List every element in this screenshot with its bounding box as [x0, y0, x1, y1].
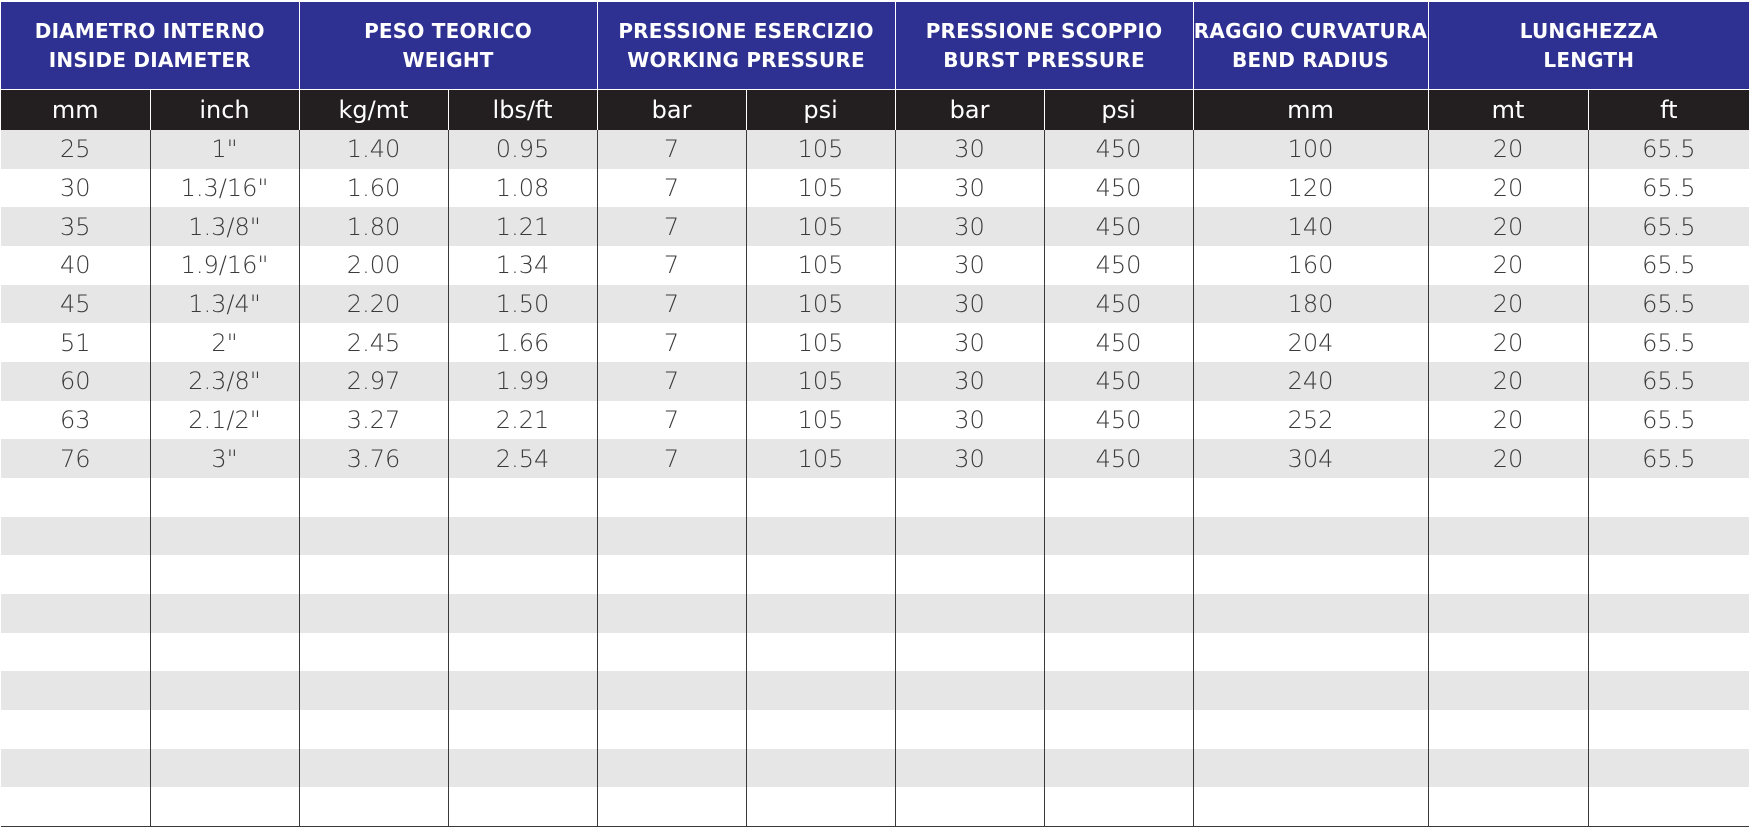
table-cell [448, 594, 597, 633]
table-cell: 2.54 [448, 439, 597, 478]
table-cell: 450 [1044, 323, 1193, 362]
table-row [1, 478, 1749, 517]
table-cell: 20 [1428, 169, 1588, 208]
table-cell [895, 749, 1044, 788]
table-row [1, 439, 1749, 478]
table-cell [1044, 787, 1193, 826]
table-cell: 100 [1193, 130, 1428, 169]
table-cell: 7 [597, 323, 746, 362]
table-row [1, 633, 1749, 672]
group-header-bend-radius [1193, 2, 1428, 90]
table-cell: 7 [597, 285, 746, 324]
table-cell: 7 [597, 401, 746, 440]
table-cell: 180 [1193, 285, 1428, 324]
group-header-line-en: LENGTH [1543, 47, 1635, 72]
table-row [1, 517, 1749, 556]
table-cell: 120 [1193, 169, 1428, 208]
table-cell: 30 [895, 323, 1044, 362]
table-row [1, 710, 1749, 749]
unit-header-cell: ft [1588, 90, 1749, 131]
table-cell: 1.50 [448, 285, 597, 324]
table-cell: 160 [1193, 246, 1428, 285]
table-cell: 1.3/8" [150, 207, 299, 246]
table-cell: 20 [1428, 246, 1588, 285]
table-cell [1044, 710, 1193, 749]
table-cell: 240 [1193, 362, 1428, 401]
table-cell: 7 [597, 207, 746, 246]
table-cell: 20 [1428, 439, 1588, 478]
group-header-line-it: DIAMETRO INTERNO [34, 18, 265, 43]
table-cell [895, 478, 1044, 517]
table-cell: 2.3/8" [150, 362, 299, 401]
table-cell [448, 478, 597, 517]
table-cell: 76 [1, 439, 150, 478]
table-cell: 30 [895, 246, 1044, 285]
table-cell [150, 478, 299, 517]
table-cell [597, 671, 746, 710]
table-cell [1044, 517, 1193, 556]
table-cell [1, 671, 150, 710]
table-cell: 1.66 [448, 323, 597, 362]
table-cell [597, 787, 746, 826]
table-cell: 20 [1428, 323, 1588, 362]
table-cell: 450 [1044, 130, 1193, 169]
table-cell: 35 [1, 207, 150, 246]
table-cell [746, 555, 895, 594]
table-cell [746, 710, 895, 749]
table-cell: 105 [746, 439, 895, 478]
table-cell [746, 671, 895, 710]
table-cell [299, 478, 448, 517]
table-row [1, 246, 1749, 285]
table-cell: 65.5 [1588, 401, 1749, 440]
table-cell: 2" [150, 323, 299, 362]
table-cell: 7 [597, 439, 746, 478]
table-cell: 450 [1044, 439, 1193, 478]
table-cell [1193, 555, 1428, 594]
table-cell [1588, 633, 1749, 672]
table-cell [746, 749, 895, 788]
table-cell [597, 478, 746, 517]
table-cell: 30 [895, 401, 1044, 440]
table-row [1, 285, 1749, 324]
table-cell [895, 517, 1044, 556]
group-header-line-en: WORKING PRESSURE [627, 47, 865, 72]
table-cell [299, 633, 448, 672]
table-cell [1428, 517, 1588, 556]
table-cell [150, 710, 299, 749]
table-cell: 30 [895, 169, 1044, 208]
table-cell: 1.08 [448, 169, 597, 208]
table-cell [299, 671, 448, 710]
table-cell: 60 [1, 362, 150, 401]
table-cell: 105 [746, 207, 895, 246]
table-cell [1588, 787, 1749, 826]
table-cell [299, 749, 448, 788]
table-cell: 20 [1428, 130, 1588, 169]
table-cell: 20 [1428, 207, 1588, 246]
unit-header-cell: psi [746, 90, 895, 131]
table-cell: 3.27 [299, 401, 448, 440]
table-cell: 2.20 [299, 285, 448, 324]
table-cell [1193, 633, 1428, 672]
table-cell [597, 594, 746, 633]
table-cell: 252 [1193, 401, 1428, 440]
table-cell: 105 [746, 130, 895, 169]
table-cell: 20 [1428, 401, 1588, 440]
table-cell: 7 [597, 246, 746, 285]
table-cell [1, 633, 150, 672]
table-row [1, 401, 1749, 440]
table-cell: 1.40 [299, 130, 448, 169]
table-cell: 304 [1193, 439, 1428, 478]
table-cell [1044, 555, 1193, 594]
table-cell: 1" [150, 130, 299, 169]
table-cell [1428, 633, 1588, 672]
table-cell [597, 710, 746, 749]
table-cell [299, 555, 448, 594]
table-cell [150, 749, 299, 788]
table-cell [150, 594, 299, 633]
table-cell: 1.3/4" [150, 285, 299, 324]
table-cell [448, 671, 597, 710]
table-cell: 1.21 [448, 207, 597, 246]
table-cell: 65.5 [1588, 207, 1749, 246]
table-cell [746, 594, 895, 633]
table-cell: 30 [895, 207, 1044, 246]
table-cell [1044, 671, 1193, 710]
table-cell [895, 555, 1044, 594]
table-row [1, 362, 1749, 401]
table-cell: 65.5 [1588, 439, 1749, 478]
unit-header-cell: kg/mt [299, 90, 448, 131]
table-cell [448, 749, 597, 788]
table-cell: 65.5 [1588, 323, 1749, 362]
unit-header-cell: bar [895, 90, 1044, 131]
unit-header-cell: mm [1, 90, 150, 131]
table-cell [1193, 787, 1428, 826]
table-cell: 51 [1, 323, 150, 362]
table-cell [1428, 710, 1588, 749]
table-cell: 2.45 [299, 323, 448, 362]
table-cell: 450 [1044, 207, 1193, 246]
table-cell [150, 517, 299, 556]
table-cell: 45 [1, 285, 150, 324]
group-header-line-it: PRESSIONE ESERCIZIO [618, 18, 874, 43]
group-header-line-en: BURST PRESSURE [943, 47, 1145, 72]
table-cell: 7 [597, 362, 746, 401]
table-cell [1588, 478, 1749, 517]
table-cell [746, 478, 895, 517]
table-cell [895, 594, 1044, 633]
table-cell [746, 787, 895, 826]
table-cell [448, 517, 597, 556]
unit-header-cell: bar [597, 90, 746, 131]
table-cell [597, 555, 746, 594]
table-cell [150, 671, 299, 710]
table-cell: 204 [1193, 323, 1428, 362]
table-cell [746, 633, 895, 672]
table-cell: 30 [895, 362, 1044, 401]
group-header-line-en: BEND RADIUS [1232, 47, 1390, 72]
table-cell: 450 [1044, 401, 1193, 440]
table-cell [150, 633, 299, 672]
table-row [1, 323, 1749, 362]
table-cell: 65.5 [1588, 130, 1749, 169]
table-cell [1428, 594, 1588, 633]
table-cell: 30 [895, 285, 1044, 324]
table-cell [895, 633, 1044, 672]
table-cell [895, 671, 1044, 710]
table-cell: 105 [746, 169, 895, 208]
table-row [1, 130, 1749, 169]
table-cell [597, 633, 746, 672]
table-cell: 450 [1044, 169, 1193, 208]
table-cell: 65.5 [1588, 246, 1749, 285]
unit-header-cell: psi [1044, 90, 1193, 131]
table-cell: 40 [1, 246, 150, 285]
table-cell: 2.00 [299, 246, 448, 285]
table-cell [1193, 710, 1428, 749]
table-cell [895, 710, 1044, 749]
group-header-line-en: INSIDE DIAMETER [48, 47, 251, 72]
table-cell: 3" [150, 439, 299, 478]
table-cell [1428, 478, 1588, 517]
table-cell [746, 517, 895, 556]
table-row [1, 169, 1749, 208]
table-cell [1044, 478, 1193, 517]
table-cell [448, 555, 597, 594]
table-cell [1193, 594, 1428, 633]
table-cell: 0.95 [448, 130, 597, 169]
table-cell [1193, 749, 1428, 788]
table-row [1, 594, 1749, 633]
table-row [1, 555, 1749, 594]
table-cell [1193, 671, 1428, 710]
table-cell: 7 [597, 169, 746, 208]
table-cell [1428, 671, 1588, 710]
table-cell [1428, 749, 1588, 788]
table-cell [1588, 749, 1749, 788]
group-header-row [1, 2, 1749, 90]
unit-header-cell: mm [1193, 90, 1428, 131]
table-row [1, 787, 1749, 826]
group-header-line-en: WEIGHT [402, 47, 494, 72]
table-cell: 63 [1, 401, 150, 440]
table-cell [1044, 633, 1193, 672]
table-cell [1193, 478, 1428, 517]
table-row [1, 749, 1749, 788]
table-cell: 1.34 [448, 246, 597, 285]
group-header-line-it: LUNGHEZZA [1519, 18, 1658, 43]
table-cell: 1.3/16" [150, 169, 299, 208]
table-cell [1428, 787, 1588, 826]
table-cell [1588, 710, 1749, 749]
unit-header-row [1, 90, 1749, 131]
table-cell: 105 [746, 401, 895, 440]
group-header-inside-diameter [1, 2, 299, 90]
unit-header-cell: lbs/ft [448, 90, 597, 131]
group-header-line-it: RAGGIO CURVATURA [1193, 18, 1428, 43]
table-cell: 30 [895, 439, 1044, 478]
table-cell [299, 594, 448, 633]
table-cell: 105 [746, 285, 895, 324]
table-cell [299, 710, 448, 749]
unit-header-cell: mt [1428, 90, 1588, 131]
table-cell: 1.80 [299, 207, 448, 246]
group-header-burst-pressure [895, 2, 1193, 90]
table-cell: 1.60 [299, 169, 448, 208]
table-cell: 3.76 [299, 439, 448, 478]
table-cell [1428, 555, 1588, 594]
table-cell [1588, 671, 1749, 710]
hose-spec-table [1, 2, 1749, 827]
table-cell: 65.5 [1588, 169, 1749, 208]
table-cell: 105 [746, 362, 895, 401]
table-cell [150, 555, 299, 594]
table-cell [448, 710, 597, 749]
table-cell: 7 [597, 130, 746, 169]
table-cell: 1.9/16" [150, 246, 299, 285]
table-cell [895, 787, 1044, 826]
group-header-line-it: PESO TEORICO [364, 18, 532, 43]
table-cell [299, 517, 448, 556]
table-cell: 2.1/2" [150, 401, 299, 440]
table-cell: 20 [1428, 285, 1588, 324]
table-cell: 30 [1, 169, 150, 208]
group-header-length [1428, 2, 1749, 90]
table-cell [448, 787, 597, 826]
table-cell [299, 787, 448, 826]
table-row [1, 671, 1749, 710]
table-cell [1044, 594, 1193, 633]
table-cell [1, 555, 150, 594]
table-cell [1588, 517, 1749, 556]
table-cell: 140 [1193, 207, 1428, 246]
table-cell [1, 517, 150, 556]
table-cell [1588, 594, 1749, 633]
table-cell: 25 [1, 130, 150, 169]
table-cell: 105 [746, 323, 895, 362]
table-cell [150, 787, 299, 826]
table-cell [1, 594, 150, 633]
table-cell [1193, 517, 1428, 556]
table-row [1, 207, 1749, 246]
table-cell: 2.97 [299, 362, 448, 401]
group-header-weight [299, 2, 597, 90]
group-header-line-it: PRESSIONE SCOPPIO [925, 18, 1163, 43]
table-cell: 65.5 [1588, 285, 1749, 324]
table-body [1, 130, 1749, 827]
table-cell [1588, 555, 1749, 594]
table-cell [597, 517, 746, 556]
table-cell: 30 [895, 130, 1044, 169]
unit-header-cell: inch [150, 90, 299, 131]
table-cell [1, 749, 150, 788]
table-cell [448, 633, 597, 672]
table-cell [1, 787, 150, 826]
table-cell: 2.21 [448, 401, 597, 440]
table-cell [1, 710, 150, 749]
table-cell: 105 [746, 246, 895, 285]
table-cell [1, 478, 150, 517]
table-cell [1044, 749, 1193, 788]
table-cell: 65.5 [1588, 362, 1749, 401]
table-cell: 20 [1428, 362, 1588, 401]
table-cell: 450 [1044, 246, 1193, 285]
table-cell: 450 [1044, 362, 1193, 401]
table-cell: 450 [1044, 285, 1193, 324]
table-cell [597, 749, 746, 788]
group-header-working-pressure [597, 2, 895, 90]
table-cell: 1.99 [448, 362, 597, 401]
